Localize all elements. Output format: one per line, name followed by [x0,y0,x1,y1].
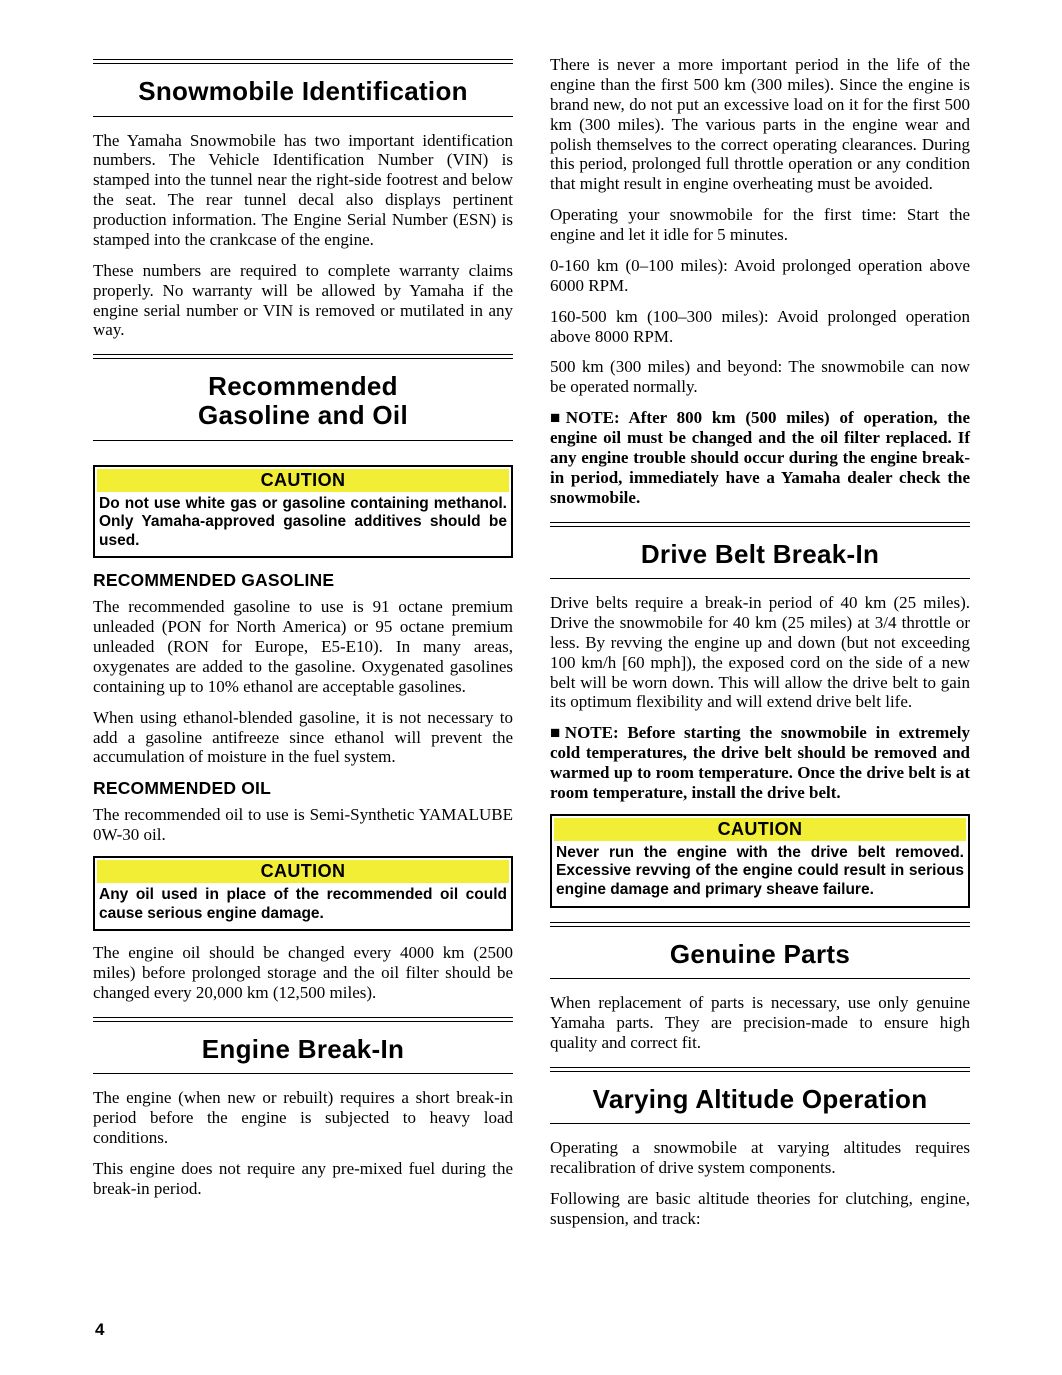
paragraph: The recommended gasoline to use is 91 octane premium unleaded (PON for North America) or 95 octane premium unleaded (RON for Europe, E5-E10). In many areas, oxygenates are added to the gasoline. Oxygenated gasolines containing up to 10% ethanol are acceptable gasolines. [93,597,513,696]
paragraph: Operating your snowmobile for the first time: Start the engine and let it idle for 5 minutes. [550,205,970,244]
right-column [550,55,970,1240]
divider-double [93,354,513,359]
divider-single [93,116,513,117]
divider-single [550,978,970,979]
divider-double [93,59,513,64]
section-title-engine-break-in: Engine Break-In [201,1033,405,1064]
divider-double [550,922,970,927]
section-title-drive-belt-break-in: Drive Belt Break-In [640,538,880,569]
sub-heading-recommended-oil: RECOMMENDED OIL [93,778,271,799]
caution-text: Any oil used in place of the recommended oil could cause serious engine damage. [99,886,507,922]
section-header-varying-altitude-operation [550,1067,970,1125]
caution-label: CAUTION [554,818,966,841]
section-title-varying-altitude-operation: Varying Altitude Operation [592,1083,928,1114]
paragraph: Drive belts require a break-in period of 40 km (25 miles). Drive the snowmobile for 40 km (25 miles) at 3/4 throttle or less. By revving the engine up and down (but not exceeding 100 km/h [60 mph]), the exposed cord on the side of a new belt will be worn down. This will allow the drive belt to gain its optimum flexibility and will extend drive belt life. [550,593,970,712]
page-number: 4 [95,1320,105,1339]
paragraph: 500 km (300 miles) and beyond: The snowmobile can now be operated normally. [550,357,970,397]
caution-box-gasoline [93,465,513,559]
section-header-drive-belt-break-in [550,522,970,580]
paragraph: The engine oil should be changed every 4000 km (2500 miles) before prolonged storage and the oil filter should be changed every 20,000 km (12,500 miles). [93,943,513,1002]
section-header-engine-break-in [93,1017,513,1075]
section-title-snowmobile-identification: Snowmobile Identification [138,76,468,106]
caution-box-oil [93,856,513,931]
divider-double [550,522,970,527]
paragraph: The Yamaha Snowmobile has two important identification numbers. The Vehicle Identification Number (VIN) is stamped into the tunnel near the right-side footrest and below the seat. The rear tunnel decal also displays pertinent production information. The Engine Serial Number (ESN) is stamped into the crankcase of the engine. [93,130,513,249]
paragraph: Following are basic altitude theories for clutching, engine, suspension, and track: [550,1189,970,1229]
section-title-recommended-gasoline-and-oil: Recommended Gasoline and Oil [198,371,408,430]
paragraph: 0-160 km (0–100 miles): Avoid prolonged operation above 6000 RPM. [550,255,970,295]
caution-text: Do not use white gas or gasoline containing methanol. Only Yamaha-approved gasoline additives should be used. [99,494,507,549]
section-title-genuine-parts: Genuine Parts [669,938,851,969]
paragraph: When replacement of parts is necessary, use only genuine Yamaha parts. They are precision-made to ensure high quality and correct fit. [550,993,970,1052]
divider-single [550,1123,970,1124]
paragraph: There is never a more important period in the life of the engine than the first 500 km (300 miles). Since the engine is brand new, do not put an excessive load on it for the first 500 km (300 miles). The various parts in the engine wear and polish themselves to the correct operating clearances. During this period, prolonged full throttle operation or any condition that might result in engine overheating must be avoided. [550,55,970,194]
paragraph: 160-500 km (100–300 miles): Avoid prolonged operation above 8000 RPM. [550,306,970,346]
note-paragraph: ■NOTE: Before starting the snowmobile in extremely cold temperatures, the drive belt should be removed and warmed up to room temperature. Once the drive belt is at room temperature, install the drive belt. [550,723,970,802]
left-column [93,55,513,1240]
divider-single [550,578,970,579]
note-paragraph: ■NOTE: After 800 km (500 miles) of operation, the engine oil must be changed and the oil filter replaced. If any engine trouble should occur during the engine break-in period, immediately have a Yamaha dealer check the snowmobile. [550,408,970,507]
caution-box-drive-belt [550,814,970,908]
paragraph: When using ethanol-blended gasoline, it is not necessary to add a gasoline antifreeze since ethanol will prevent the accumulation of moisture in the fuel system. [93,707,513,767]
caution-label: CAUTION [97,860,509,883]
divider-single [93,440,513,441]
section-header-genuine-parts [550,922,970,980]
divider-single [93,1073,513,1074]
paragraph: Operating a snowmobile at varying altitudes requires recalibration of drive system components. [550,1138,970,1178]
section-header-snowmobile-identification [93,59,513,117]
divider-double [550,1067,970,1072]
paragraph: The engine (when new or rebuilt) requires a short break-in period before the engine is subjected to heavy load conditions. [93,1088,513,1148]
paragraph: The recommended oil to use is Semi-Synthetic YAMALUBE 0W-30 oil. [93,805,513,845]
caution-text: Never run the engine with the drive belt removed. Excessive revving of the engine could result in serious engine damage and primary sheave failure. [556,843,964,899]
paragraph: These numbers are required to complete warranty claims properly. No warranty will be allowed by Yamaha if the engine serial number or VIN is removed or mutilated in any way. [93,260,513,340]
divider-double [93,1017,513,1022]
caution-label: CAUTION [97,469,509,492]
paragraph: This engine does not require any pre-mixed fuel during the break-in period. [93,1159,513,1198]
sub-heading-recommended-gasoline: RECOMMENDED GASOLINE [93,570,335,591]
section-header-recommended-gasoline-and-oil [93,354,513,440]
